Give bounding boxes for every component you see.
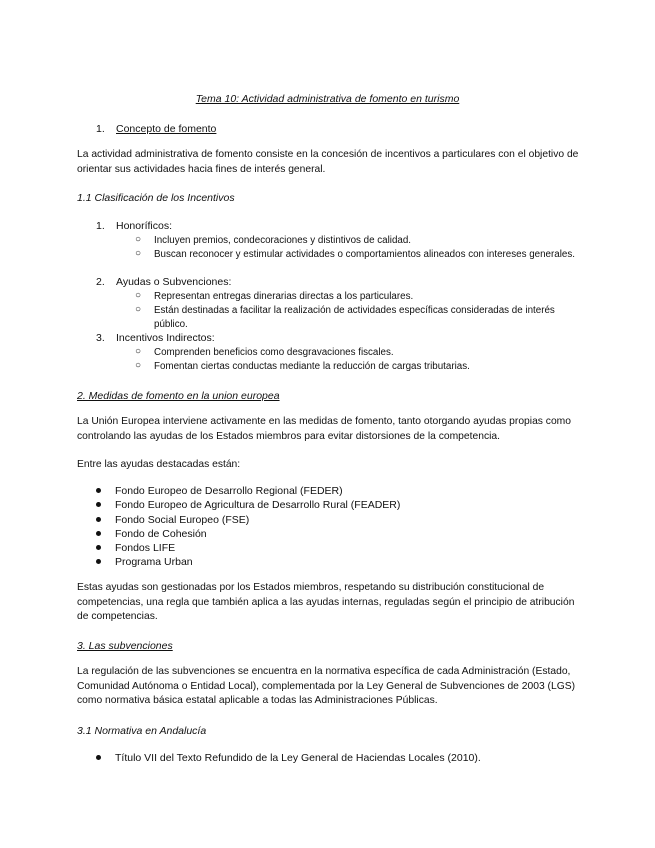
bullet-icon	[96, 545, 101, 550]
bullet-icon	[96, 531, 101, 536]
sub-item-text: Incluyen premios, condecoraciones y distintivos de calidad.	[154, 235, 412, 246]
incentive-item-1	[96, 219, 172, 233]
section-1-1-heading: 1.1 Clasificación de los Incentivos	[77, 192, 235, 204]
incentive-item-3-sub-2	[135, 360, 575, 374]
section-1-title: Concepto de fomento	[116, 123, 217, 135]
incentive-item-1-sub-1	[135, 234, 575, 248]
incentive-item-3-sub-1	[135, 346, 575, 360]
incentive-item-1-label: Honoríficos:	[116, 220, 173, 232]
eu-fund-label: Fondos LIFE	[115, 542, 176, 554]
eu-fund-label: Fondo Europeo de Desarrollo Regional (FEDER)	[115, 485, 343, 497]
section-3-1-heading: 3.1 Normativa en Andalucía	[77, 725, 207, 737]
incentive-item-2	[96, 275, 231, 289]
eu-fund-label: Fondo de Cohesión	[115, 528, 207, 540]
incentive-item-1-sub-2	[135, 248, 575, 262]
sub-item-text: Están destinadas a facilitar la realización de actividades específicas consideradas de interés público.	[154, 305, 555, 330]
section-2-intro: Entre las ayudas destacadas están:	[77, 459, 241, 470]
eu-fund-label: Fondo Europeo de Agricultura de Desarrollo Rural (FEADER)	[115, 499, 401, 511]
normativa-label: Título VII del Texto Refundido de la Ley General de Haciendas Locales (2010).	[115, 752, 481, 764]
section-2-paragraph: La Unión Europea interviene activamente en las medidas de fomento, tanto otorgando ayudas propias como controlando las ayudas de los Estados miembros para evitar distorsiones de la competencia.	[77, 416, 571, 442]
incentive-item-3	[96, 331, 215, 345]
normativa-item	[96, 751, 481, 765]
eu-fund-item	[96, 527, 207, 541]
section-1-paragraph: La actividad administrativa de fomento consiste en la concesión de incentivos a particulares con el objetivo de orientar sus actividades hacia fines de interés general.	[77, 149, 579, 175]
eu-fund-item	[96, 484, 343, 498]
hollow-bullet-icon: ○	[135, 248, 142, 259]
section-1-number: 1.	[96, 123, 105, 135]
section-3-paragraph: La regulación de las subvenciones se encuentra en la normativa específica de cada Administración (Estado, Comunidad Autónoma o Entidad Local), complementada por la Ley General de Subvenciones de 2003 (LGS) como normativa básica estatal aplicable a todas las Administraciones Públicas.	[77, 666, 575, 706]
eu-fund-item	[96, 555, 193, 569]
incentive-item-3-number: 3.	[96, 332, 105, 344]
section-2-heading: 2. Medidas de fomento en la union europea	[77, 390, 280, 402]
hollow-bullet-icon: ○	[135, 234, 142, 245]
bullet-icon	[96, 488, 101, 493]
bullet-icon	[96, 502, 101, 507]
page-title: Tema 10: Actividad administrativa de fomento en turismo	[195, 93, 460, 105]
sub-item-text: Fomentan ciertas conductas mediante la reducción de cargas tributarias.	[154, 361, 470, 372]
eu-fund-item	[96, 513, 249, 527]
incentive-item-3-label: Incentivos Indirectos:	[116, 332, 215, 344]
incentive-item-2-sub-1	[135, 290, 575, 304]
bullet-icon	[96, 755, 101, 760]
incentive-item-2-number: 2.	[96, 276, 105, 288]
sub-item-text: Representan entregas dinerarias directas a los particulares.	[154, 291, 414, 302]
incentive-item-1-number: 1.	[96, 220, 105, 232]
section-3-heading: 3. Las subvenciones	[77, 640, 173, 652]
incentive-item-2-label: Ayudas o Subvenciones:	[116, 276, 232, 288]
sub-item-text: Comprenden beneficios como desgravaciones fiscales.	[154, 347, 394, 358]
eu-fund-item	[96, 498, 400, 512]
eu-fund-label: Programa Urban	[115, 556, 193, 568]
section-2-closing: Estas ayudas son gestionadas por los Estados miembros, respetando su distribución constitucional de competencias, una regla que también aplica a las ayudas internas, reguladas según el principio de atribución de competencias.	[77, 582, 575, 622]
sub-item-text: Buscan reconocer y estimular actividades o comportamientos alineados con intereses generales.	[154, 249, 575, 260]
hollow-bullet-icon: ○	[135, 304, 142, 315]
incentive-item-2-sub-2	[135, 304, 575, 332]
bullet-icon	[96, 517, 101, 522]
eu-fund-item	[96, 541, 175, 555]
bullet-icon	[96, 559, 101, 564]
hollow-bullet-icon: ○	[135, 346, 142, 357]
eu-fund-label: Fondo Social Europeo (FSE)	[115, 514, 250, 526]
hollow-bullet-icon: ○	[135, 360, 142, 371]
section-1-heading	[96, 122, 216, 136]
hollow-bullet-icon: ○	[135, 290, 142, 301]
